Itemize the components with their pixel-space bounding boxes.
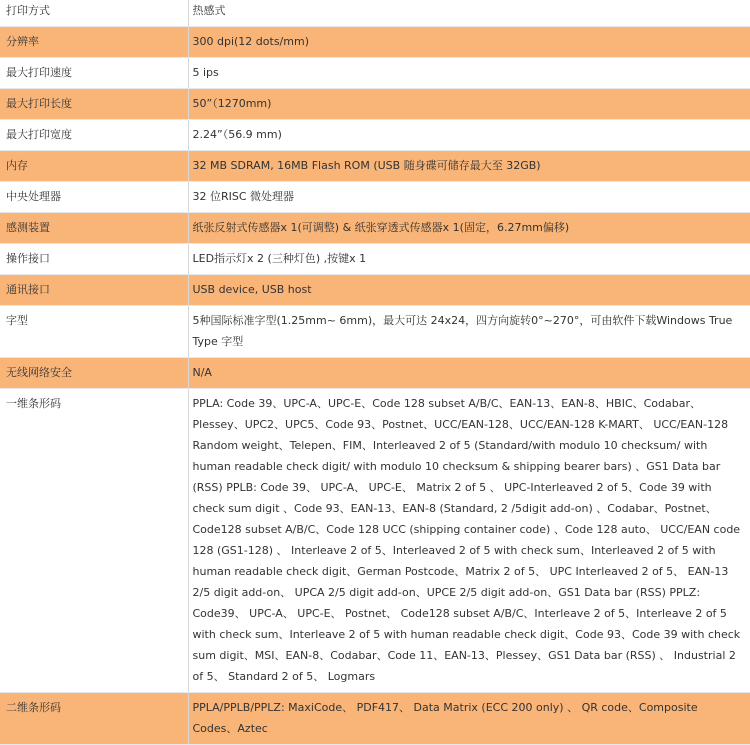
spec-value: 5种国际标准字型(1.25mm~ 6mm)，最大可达 24x24，四方向旋转0°~270°，可由软件下载Windows True Type 字型 (188, 306, 750, 358)
spec-value: 32 MB SDRAM, 16MB Flash ROM (USB 随身碟可储存最大至 32GB) (188, 151, 750, 182)
spec-label: 一维条形码 (0, 389, 188, 693)
spec-label: 最大打印长度 (0, 89, 188, 120)
spec-value: PPLA: Code 39、UPC-A、UPC-E、Code 128 subset A/B/C、EAN-13、EAN-8、HBIC、Codabar、Plessey、UPC2、UPC5、Code 93、Postnet、UCC/EAN-128、UCC/EAN-128 K-MART、 UCC/EAN-128 Random weight、Telepen、FIM、Interleaved 2 of 5 (Standard/with modulo 10 checksum/ with human readable check digit/ with modulo 10 checksum & shipping bearer bars) 、GS1 Data bar (RSS) PPLB: Code 39、 UPC-A、 UPC-E、 Matrix 2 of 5 、 UPC-Interleaved 2 of 5、Code 39 with check sum digit 、Code 93、EAN-13、EAN-8 (Standard, 2 /5digit add-on) 、Codabar、Postnet、Code128 subset A/B/C、Code 128 UCC (shipping container code) 、Code 128 auto、 UCC/EAN code 128 (GS1-128) 、 Interleave 2 of 5、Interleaved 2 of 5 with check sum、Interleaved 2 of 5 with human readable check digit、German Postcode、Matrix 2 of 5、 UPC Interleaved 2 of 5、 EAN-13 2/5 digit add-on、 UPCA 2/5 digit add-on、UPCE 2/5 digit add-on、GS1 Data bar (RSS) PPLZ: Code39、 UPC-A、 UPC-E、 Postnet、 Code128 subset A/B/C、Interleave 2 of 5、Interleave 2 of 5 with check sum、Interleave 2 of 5 with human readable check digit、Code 93、Code 39 with check sum digit、MSI、EAN-8、Codabar、Code 11、EAN-13、Plessey、GS1 Data bar (RSS) 、 Industrial 2 of 5、 Standard 2 of 5、 Logmars (188, 389, 750, 693)
spec-label: 无线网络安全 (0, 358, 188, 389)
spec-label: 最大打印速度 (0, 58, 188, 89)
spec-row-operation-interface (0, 244, 750, 275)
spec-row-print-method (0, 0, 750, 27)
spec-row-max-print-length (0, 89, 750, 120)
spec-row-max-print-speed (0, 58, 750, 89)
spec-label: 分辨率 (0, 27, 188, 58)
spec-label: 内存 (0, 151, 188, 182)
spec-row-cpu (0, 182, 750, 213)
spec-row-max-print-width (0, 120, 750, 151)
spec-label: 字型 (0, 306, 188, 358)
spec-row-sensors (0, 213, 750, 244)
spec-label: 感测装置 (0, 213, 188, 244)
spec-value: 热感式 (188, 0, 750, 27)
spec-row-2d-barcodes (0, 693, 750, 745)
spec-label: 通讯接口 (0, 275, 188, 306)
spec-row-fonts (0, 306, 750, 358)
spec-value: 2.24”（56.9 mm) (188, 120, 750, 151)
spec-value: 5 ips (188, 58, 750, 89)
spec-value: 300 dpi(12 dots/mm) (188, 27, 750, 58)
spec-value: LED指示灯x 2 (三种灯色) ,按键x 1 (188, 244, 750, 275)
spec-value: N/A (188, 358, 750, 389)
spec-value: 50”（1270mm) (188, 89, 750, 120)
spec-row-wireless-security (0, 358, 750, 389)
spec-value: 纸张反射式传感器x 1(可调整) & 纸张穿透式传感器x 1(固定，6.27mm偏移) (188, 213, 750, 244)
spec-value: USB device, USB host (188, 275, 750, 306)
spec-value: PPLA/PPLB/PPLZ: MaxiCode、 PDF417、 Data Matrix (ECC 200 only) 、 QR code、Composite Codes、Aztec (188, 693, 750, 745)
spec-label: 最大打印宽度 (0, 120, 188, 151)
spec-row-communication-interface (0, 275, 750, 306)
spec-row-resolution (0, 27, 750, 58)
spec-row-1d-barcodes (0, 389, 750, 693)
spec-value: 32 位RISC 微处理器 (188, 182, 750, 213)
spec-label: 操作接口 (0, 244, 188, 275)
spec-label: 二维条形码 (0, 693, 188, 745)
spec-label: 中央处理器 (0, 182, 188, 213)
spec-label: 打印方式 (0, 0, 188, 27)
spec-row-memory (0, 151, 750, 182)
